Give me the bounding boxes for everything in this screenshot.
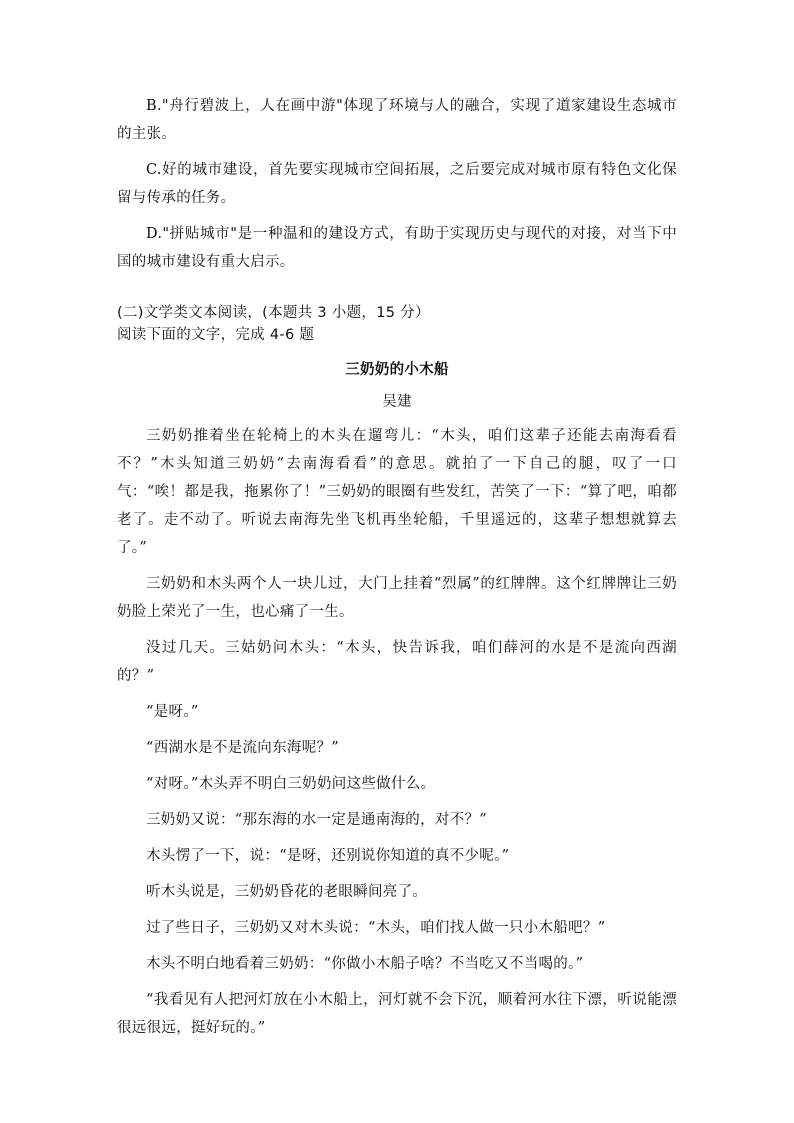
story-paragraph: 过了些日子，三奶奶又对木头说：“木头，咱们找人做一只小木船吧？”	[146, 920, 606, 936]
story-paragraph: “对呀。”木头弄不明白三奶奶问这些做什么。	[146, 776, 436, 792]
story-paragraph: 三奶奶又说：“那东海的水一定是通南海的，对不？”	[146, 812, 488, 828]
option-c: C.好的城市建设，首先要实现城市空间拓展，之后要完成对城市原有特色文化保留与传承的任务。	[117, 162, 677, 206]
story-paragraph: 三奶奶推着坐在轮椅上的木头在遛弯儿：“木头，咱们这辈子还能去南海看看不？”木头知道三奶奶“去南海看看”的意思。就拍了一下自己的腿，叹了一口气：“唉！都是我，拖累你了！”三奶奶的眼圈有些发红，苦笑了一下：“算了吧，咱都老了。走不动了。听说去南海先坐飞机再坐轮船，千里遥远的，这辈子想想就算去了。”	[117, 428, 677, 556]
story-paragraph: 听木头说是，三奶奶昏花的老眼瞬间亮了。	[146, 884, 428, 900]
document-page	[117, 92, 677, 1042]
section-heading: (二)文学类文本阅读，(本题共 3 小题，15 分）	[117, 305, 430, 321]
story-paragraph: “我看见有人把河灯放在小木船上，河灯就不会下沉，顺着河水往下漂，听说能漂很远很远，挺好玩的。”	[117, 992, 677, 1036]
option-d: D."拼贴城市"是一种温和的建设方式，有助于实现历史与现代的对接，对当下中国的城市建设有重大启示。	[117, 226, 677, 270]
story-title: 三奶奶的小木船	[345, 362, 449, 378]
option-b: B."舟行碧波上，人在画中游"体现了环境与人的融合，实现了道家建设生态城市的主张。	[117, 98, 677, 142]
story-paragraph: “是呀。”	[146, 704, 199, 720]
reading-instruction: 阅读下面的文字，完成 4-6 题	[117, 327, 315, 343]
story-paragraph: 木头不明白地看着三奶奶：“你做小木船子啥？不当吃又不当喝的。”	[146, 956, 584, 972]
story-paragraph: 木头愣了一下，说：“是呀，还别说你知道的真不少呢。”	[146, 848, 510, 864]
story-paragraph: “西湖水是不是流向东海呢？”	[146, 740, 340, 756]
story-paragraph: 没过几天。三姑奶问木头：“木头，快告诉我，咱们薛河的水是不是流向西湖的？”	[117, 640, 677, 684]
story-author: 吴建	[382, 394, 412, 410]
story-paragraph: 三奶奶和木头两个人一块儿过，大门上挂着“烈属”的红牌牌。这个红牌牌让三奶奶脸上荣光了一生，也心痛了一生。	[117, 576, 677, 620]
